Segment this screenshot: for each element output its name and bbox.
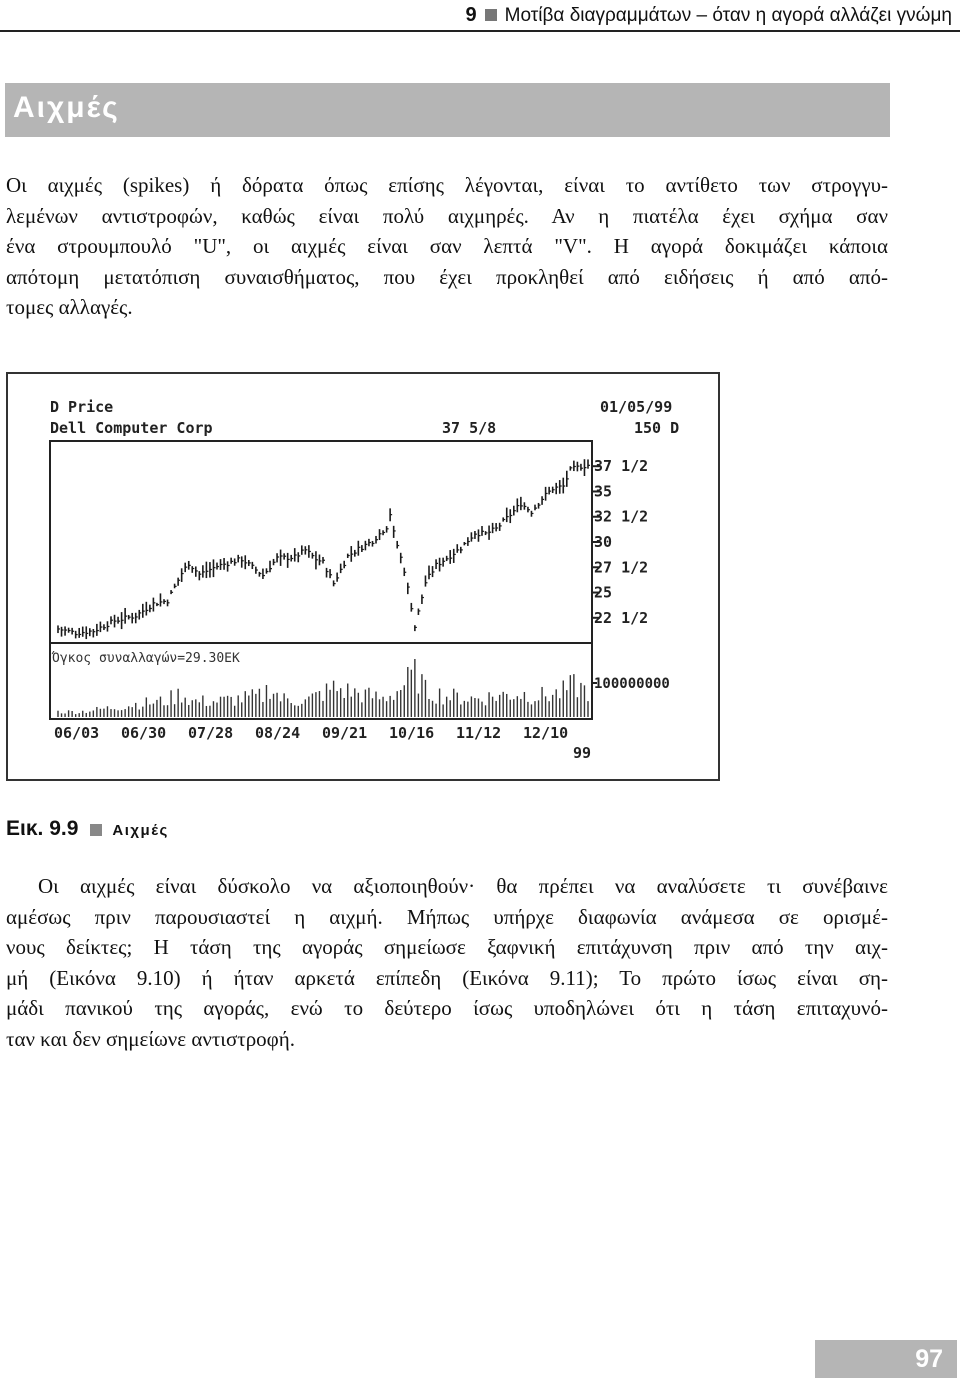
price-tick-label: 32 1/2 — [594, 507, 649, 526]
square-bullet-icon — [485, 9, 497, 21]
date-label: 07/28 — [188, 724, 234, 742]
price-chart-figure — [6, 372, 720, 781]
price-tick-label: 37 1/2 — [594, 457, 649, 476]
figure-caption — [6, 817, 169, 841]
paragraph-line: ταν και δεν σημείωνε αντιστροφή. — [6, 1026, 296, 1051]
price-chart — [8, 374, 718, 779]
paragraph-line: Οι αιχμές είναι δύσκολο να αξιοποιηθούν· θα πρέπει να αναλύσετε τι συνέβαινε — [38, 874, 888, 898]
running-header-text — [466, 4, 952, 27]
date-label: 10/16 — [389, 724, 435, 742]
date-axis-labels — [54, 724, 568, 742]
date-label: 08/24 — [255, 724, 301, 742]
paragraph-line: μή (Εικόνα 9.10) ή ήταν αρκετά επίπεδη (Εικόνα 9.11); Το πρώτο ίσως είναι ση- — [6, 965, 888, 990]
chapter-title: Μοτίβα διαγραμμάτων – όταν η αγορά αλλάζει γνώμη — [504, 5, 952, 26]
running-header — [0, 0, 960, 32]
chapter-number: 9 — [465, 4, 477, 26]
analysis-paragraph — [6, 871, 888, 1054]
chart-period: 150 D — [634, 419, 680, 437]
paragraph-line: απότομη μετατόπιση συναισθήματος, που έχει προκληθεί από ειδήσεις ή από από- — [6, 264, 888, 289]
price-tick-label: 27 1/2 — [594, 558, 649, 577]
price-tick-label: 30 — [594, 533, 613, 551]
chart-subtitle: Dell Computer Corp — [50, 419, 213, 437]
page-number-box — [815, 1340, 957, 1378]
section-title: Αιχμές — [13, 91, 120, 124]
intro-paragraph — [6, 170, 888, 323]
price-axis-ticks — [592, 457, 648, 627]
price-tick-label: 35 — [594, 482, 613, 501]
chart-title: D Price — [50, 398, 114, 416]
caption-title: Αιχμές — [112, 822, 169, 839]
paragraph-line: νους δείκτες; Η τάση της αγοράς σημείωσε ξαφνική επιτάχυνση πριν από την αιχ- — [6, 935, 888, 959]
paragraph-line: λεμένων αντιστροφών, καθώς είναι πολύ αιχμηρές. Αν η πιατέλα έχει σχήμα σαν — [6, 203, 888, 228]
paragraph-line: τομες αλλαγές. — [6, 295, 133, 319]
caption-number: Εικ. 9.9 — [6, 817, 79, 840]
volume-tick-label: 100000000 — [594, 676, 670, 692]
paragraph-line: ένα στρουμπουλό "U", οι αιχμές είναι σαν λεπτά "V". Η αγορά δοκιμάζει κάποια — [6, 234, 888, 258]
price-bars — [58, 459, 590, 639]
chart-date: 01/05/99 — [600, 398, 673, 416]
paragraph-line: μάδι πανικού της αγοράς, ενώ το δεύτερο ίσως υποδηλώνει ότι η τάση επιταχυνό- — [6, 996, 888, 1020]
last-price: 37 5/8 — [442, 419, 497, 437]
paragraph-line: αμέσως πριν παρουσιαστεί η αιχμή. Μήπως υπήρχε διαφωνία ανάμεσα σε ορισμέ- — [6, 904, 888, 929]
paragraph-line: Οι αιχμές (spikes) ή δόρατα όπως επίσης λέγονται, είναι το αντίθετο των στρογγυ- — [6, 173, 888, 197]
date-label: 06/30 — [121, 724, 167, 742]
section-heading-bar — [5, 83, 890, 137]
price-tick-label: 25 — [594, 583, 613, 602]
date-label: 06/03 — [54, 724, 100, 742]
volume-bars — [58, 659, 588, 717]
price-tick-label: 22 1/2 — [594, 608, 649, 627]
date-label: 09/21 — [322, 724, 368, 742]
date-label: 12/10 — [523, 724, 569, 742]
page-number: 97 — [915, 1345, 943, 1373]
square-bullet-icon — [90, 824, 102, 836]
volume-label: Όγκος συναλλαγών=29.30ΕΚ — [52, 651, 240, 666]
price-panel-frame — [50, 441, 592, 643]
date-label: 11/12 — [456, 724, 502, 742]
x-year-label: 99 — [573, 744, 592, 762]
